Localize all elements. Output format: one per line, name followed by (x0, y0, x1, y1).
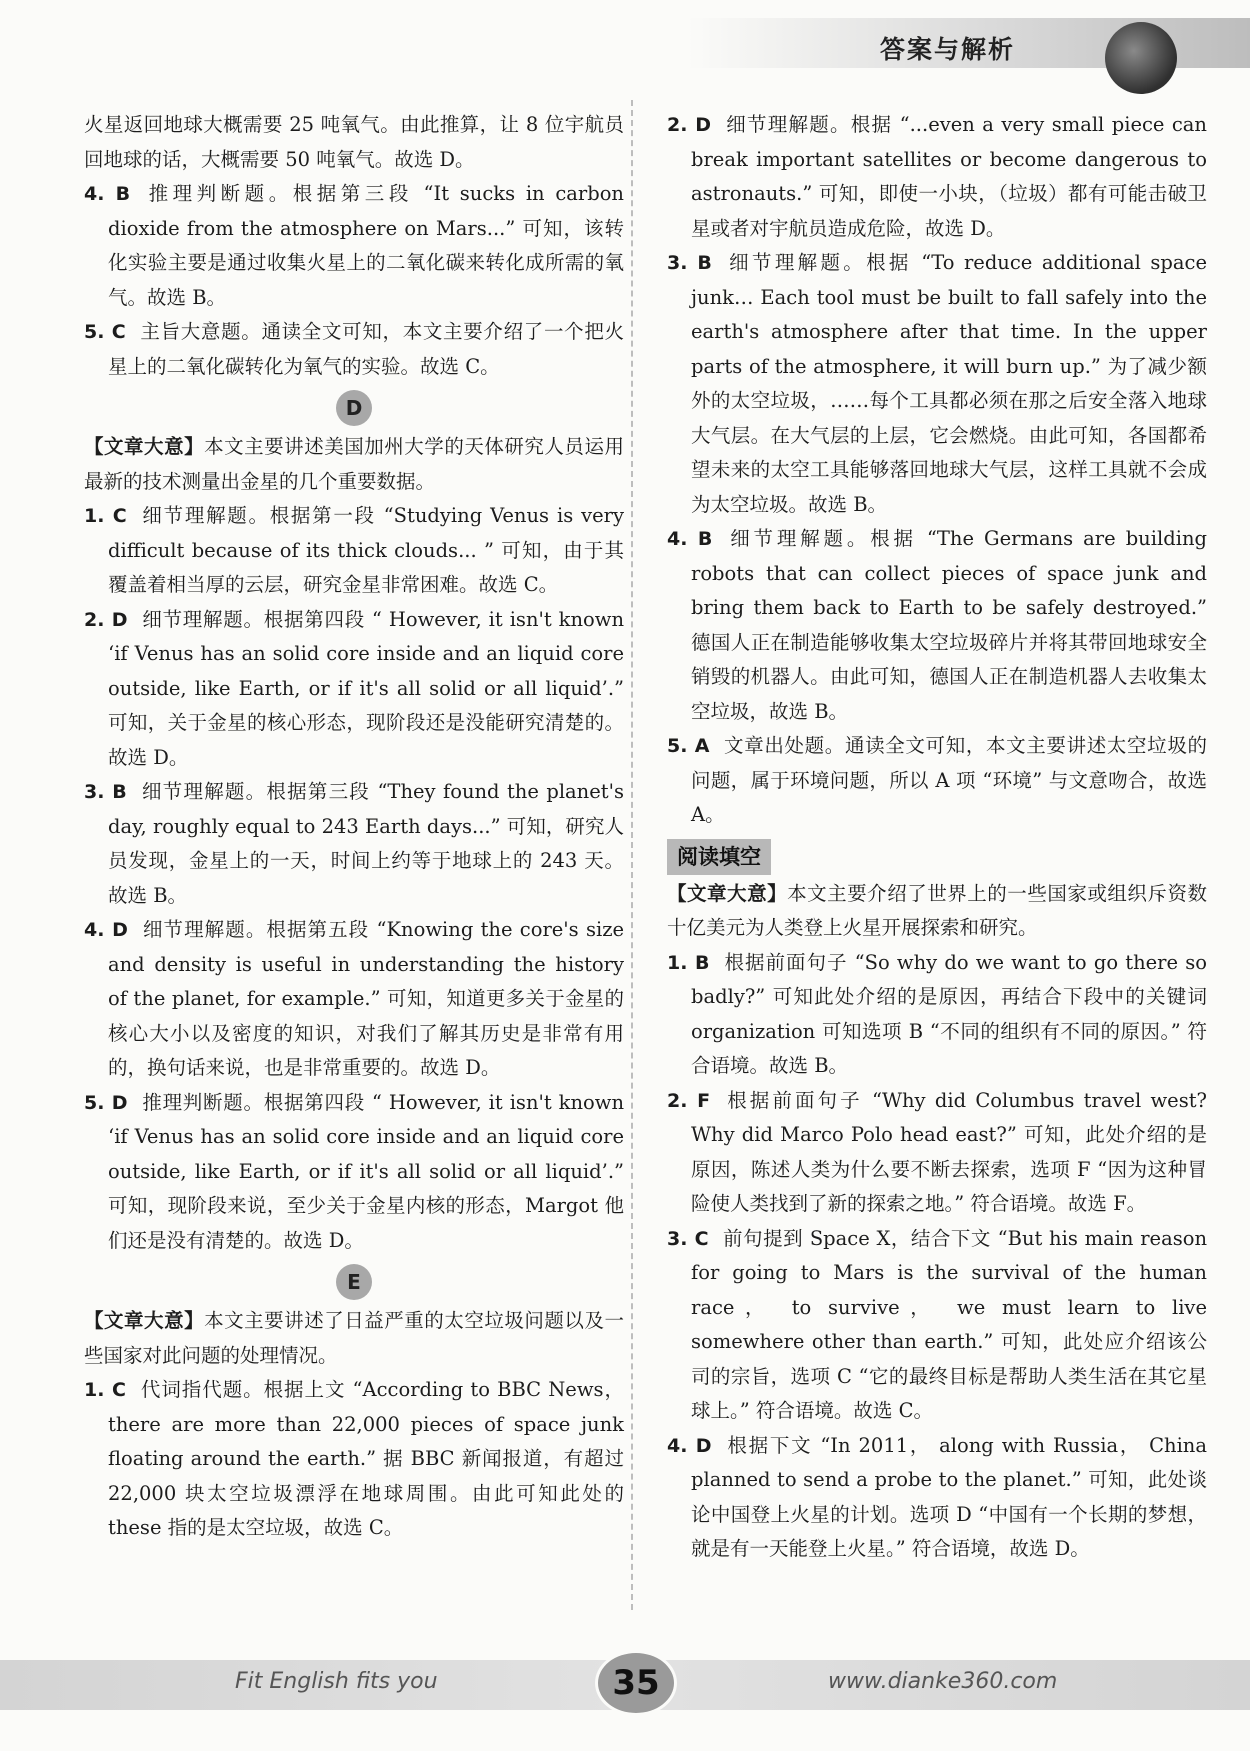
footer-website: www.dianke360.com (828, 1669, 1058, 1694)
answer-item: 1. B 根据前面句子 “So why do we want to go there so badly?” 可知此处介绍的是原因，再结合下段中的关键词 organization 可知选项 B “不同的组织有不同的原因。” 符合语境。故选 B。 (667, 950, 1207, 1077)
section-e-badge: E (336, 1264, 372, 1300)
answer-item: 5. C 主旨大意题。通读全文可知，本文主要介绍了一个把火星上的二氧化碳转化为氧气的实验。故选 C。 (84, 320, 624, 378)
answer-item: 1. C 代词指代题。根据上文 “According to BBC News， there are more than 22,000 pieces of space junk floating around the earth.” 据 BBC 新闻报道，有超过 22,000 块太空垃圾漂浮在地球周围。由此可知此处的 these 指的是太空垃圾，故选 C。 (84, 1378, 624, 1539)
section-fill-label: 阅读填空 (667, 839, 771, 875)
answer-item: 2. D 细节理解题。根据第四段 “ However, it isn't known ‘if Venus has an solid core inside and an liquid core outside, like Earth, or if it's all solid or all liquid’.” 可知，关于金星的核心形态，现阶段还是没能研究清楚的。故选 D。 (84, 607, 625, 769)
answer-item: 2. D 细节理解题。根据 “...even a very small piece can break important satellites or become dangerous to astronauts.” 可知，即使一小块，（垃圾）都有可能击破卫星或者对宇航员造成危险，故选 D。 (667, 113, 1207, 240)
answer-item: 4. D 细节理解题。根据第五段 “Knowing the core's size and density is useful in understanding the history of the planet, for example.” 可知，知道更多关于金星的核心大小以及密度的知识，对我们了解其历史是非常有用的，换句话来说，也是非常重要的。故选 D。 (84, 918, 625, 1079)
intro-paragraph: 火星返回地球大概需要 25 吨氧气。由此推算，让 8 位宇航员回地球的话，大概需要 50 吨氧气。故选 D。 (84, 113, 624, 171)
section-d-summary: 【文章大意】本文主要讲述美国加州大学的天体研究人员运用最新的技术测量出金星的几个重要数据。 (84, 435, 624, 493)
answer-item: 5. A 文章出处题。通读全文可知，本文主要讲述太空垃圾的问题，属于环境问题，所以 A 项 “环境” 与文意吻合，故选 A。 (667, 734, 1207, 826)
answer-item: 3. B 细节理解题。根据第三段 “They found the planet's day, roughly equal to 243 Earth days...” 可知，研究人员发现，金星上的一天，时间上约等于地球上的 243 天。故选 B。 (84, 780, 624, 907)
section-fill-summary: 【文章大意】本文主要介绍了世界上的一些国家或组织斥资数十亿美元为人类登上火星开展探索和研究。 (667, 881, 1207, 939)
page-number: 35 (595, 1650, 677, 1716)
section-e-summary: 【文章大意】本文主要讲述了日益严重的太空垃圾问题以及一些国家对此问题的处理情况。 (84, 1309, 624, 1367)
header-bar (0, 18, 1250, 68)
column-divider (631, 100, 633, 1610)
answer-item: 4. D 根据下文 “In 2011， along with Russia， China planned to send a probe to the planet.” 可知，此处谈论中国登上火星的计划。选项 D “中国有一个长期的梦想，就是有一天能登上火星。” 符合语境，故选 D。 (667, 1433, 1207, 1560)
header-emblem-icon (1105, 22, 1177, 94)
section-d-badge: D (336, 390, 372, 426)
right-column (667, 108, 1207, 1567)
header-title: 答案与解析 (880, 35, 1016, 64)
left-column (84, 108, 624, 1546)
answer-item: 5. D 推理判断题。根据第四段 “ However, it isn't known ‘if Venus has an solid core inside and an liquid core outside, like Earth, or if it's all solid or all liquid’.” 可知，现阶段来说，至少关于金星内核的形态，Margot 他们还是没有清楚的。故选 D。 (84, 1090, 625, 1252)
answer-item: 3. B 细节理解题。根据 “To reduce additional space junk… Each tool must be built to fall safely into the earth's atmosphere after that time. In the upper parts of the atmosphere, it will burn up.” 为了减少额外的太空垃圾，……每个工具都必须在那之后安全落入地球大气层。在大气层的上层，它会燃烧。由此可知，各国都希望未来的太空工具能够落回地球大气层，这样工具就不会成为太空垃圾。故选 B。 (667, 251, 1207, 516)
answer-item: 4. B 细节理解题。根据 “The Germans are building robots that can collect pieces of space junk and bring them back to Earth to be safely destroyed.” 德国人正在制造能够收集太空垃圾碎片并将其带回地球安全销毁的机器人。由此可知，德国人正在制造机器人去收集太空垃圾，故选 B。 (667, 527, 1207, 723)
answer-item: 4. B 推理判断题。根据第三段 “It sucks in carbon dioxide from the atmosphere on Mars...” 可知，该转化实验主要是通过收集火星上的二氧化碳来转化成所需的氧气。故选 B。 (84, 182, 624, 309)
answer-item: 1. C 细节理解题。根据第一段 “Studying Venus is very difficult because of its thick clouds... ” 可知，由于其覆盖着相当厚的云层，研究金星非常困难。故选 C。 (84, 504, 625, 596)
answer-item: 2. F 根据前面句子 “Why did Columbus travel west? Why did Marco Polo head east?” 可知，此处介绍的是原因，陈述人类为什么要不断去探索，选项 F “因为这种冒险使人类找到了新的探索之地。” 符合语境。故选 F。 (667, 1088, 1207, 1215)
answer-item: 3. C 前句提到 Space X，结合下文 “But his main reason for going to Mars is the survival of the human race， to survive， we must learn to live somewhere other than earth.” 可知，此处应介绍该公司的宗旨，选项 C “它的最终目标是帮助人类生活在其它星球上。” 符合语境。故选 C。 (667, 1226, 1207, 1422)
footer-slogan: Fit English fits you (235, 1669, 438, 1694)
